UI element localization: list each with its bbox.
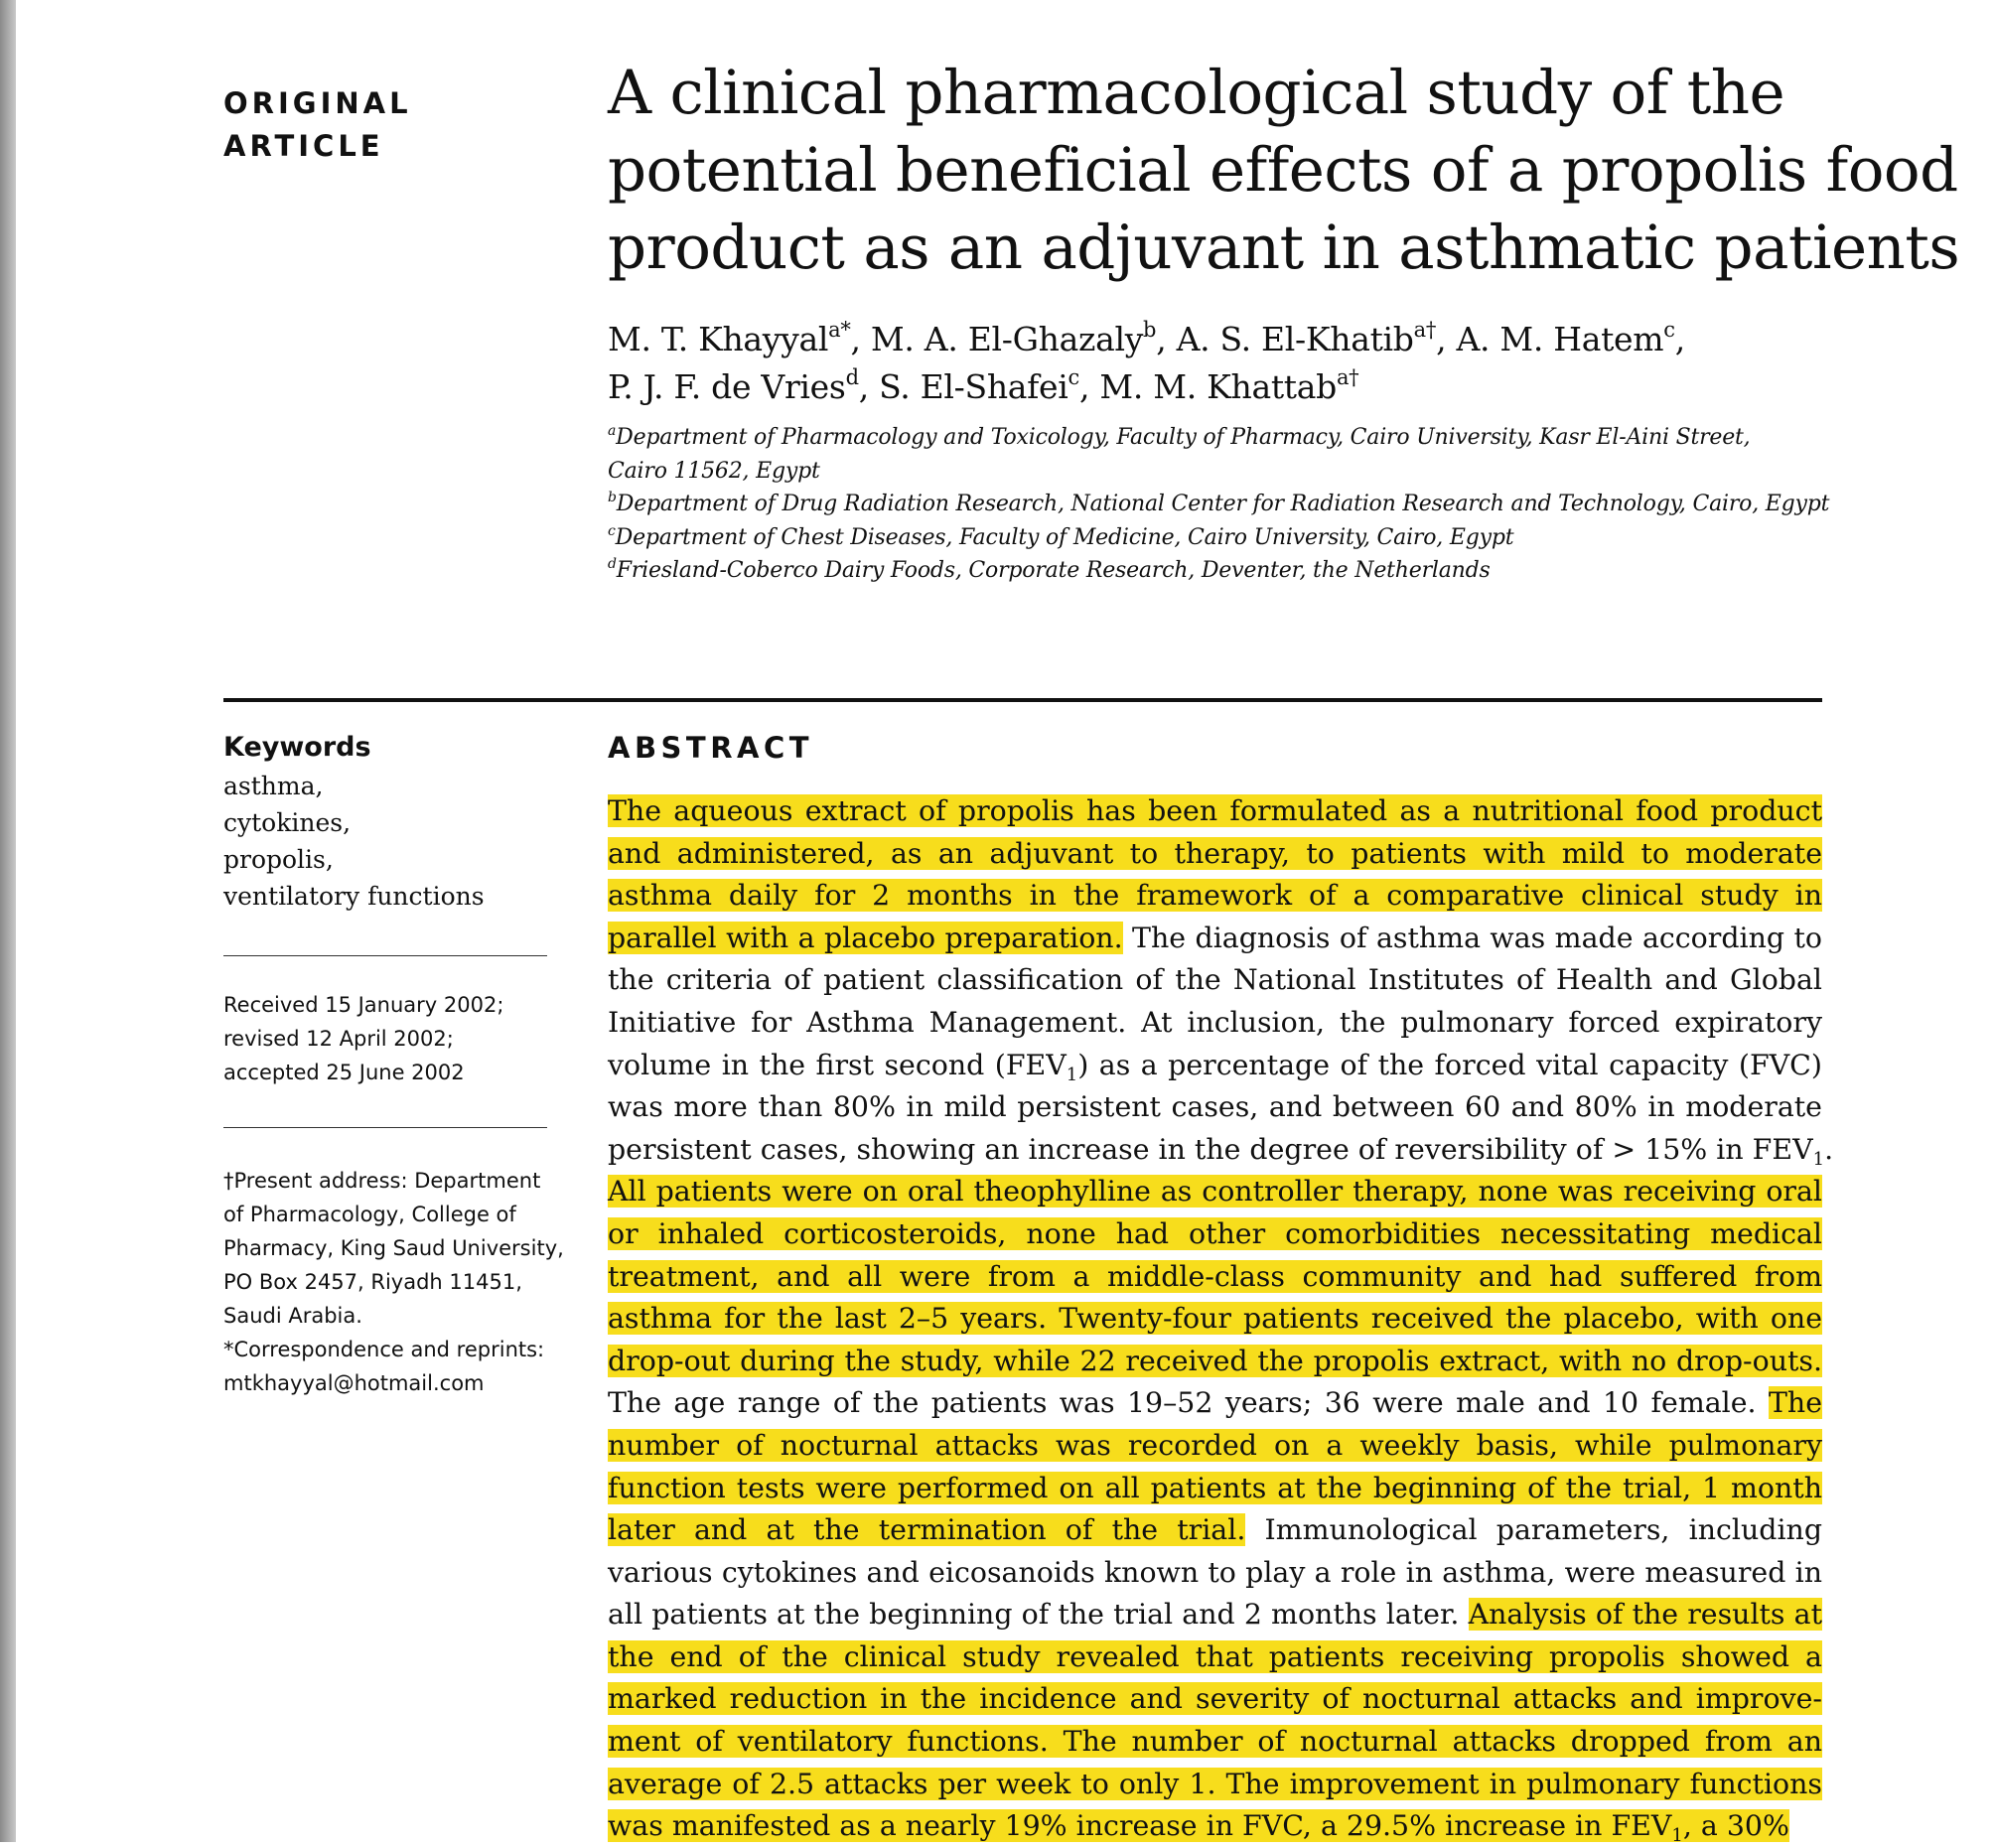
abstract-line [608,918,1822,960]
abstract-line [608,1678,1822,1721]
affiliation-list [608,421,1899,588]
abstract-line [608,790,1822,833]
author-name: M. T. Khayyal [608,320,829,358]
abstract-line [608,1045,1822,1087]
highlighted-text: Analysis of the results at [1468,1598,1822,1632]
title-line: product as an adjuvant in asthmatic patients [608,213,1960,283]
abstract-text: ) as a percentage of the forced vital capacity (FVC) [1077,1048,1822,1081]
highlighted-text: marked reduction in the incidence and severity of nocturnal attacks and improve- [608,1682,1822,1716]
author-affiliation-mark: a† [1413,318,1437,342]
date-line: accepted 25 June 2002 [223,1061,465,1084]
highlighted-text: or inhaled corticosteroids, none had other comorbidities necessitating medical [608,1216,1822,1250]
abstract-body [608,790,1834,1848]
affiliation-d [608,554,1899,588]
abstract-line [608,1298,1822,1341]
abstract-text: Immunological parameters, including [1245,1513,1822,1547]
highlighted-text: the end of the clinical study revealed that patients receiving propolis showed a [608,1639,1822,1673]
highlighted-text [608,1809,1789,1847]
abstract-line [608,1636,1822,1679]
footnote-line: †Present address: Department [223,1169,541,1193]
abstract-line [608,1509,1822,1552]
author-footnotes [223,1164,564,1400]
affiliation-b [608,488,1899,521]
title-line: A clinical pharmacological study of the [608,58,1785,128]
author-name: A. S. El-Khatib [1176,320,1414,358]
left-gutter [0,0,16,1842]
affiliation-c [608,521,1899,555]
article-type-line: ARTICLE [223,129,384,163]
abstract-line: Initiative for Asthma Management. At inclusion, the pulmonary forced expiratory [608,1005,1822,1039]
abstract-text: The age range of the patients was 19–52 years; 36 were male and 10 female. [608,1386,1769,1420]
abstract-line [608,1764,1822,1806]
date-line: Received 15 January 2002; [223,993,504,1017]
abstract-line [608,1171,1822,1213]
keyword-item: propolis, [223,845,334,874]
author-affiliation-mark: b [1143,318,1157,342]
abstract-line: various cytokines and eicosanoids known to play a role in asthma, were measured in [608,1555,1822,1589]
abstract-text: persistent cases, showing an increase in the degree of reversibility of > 15% in FEV [608,1132,1813,1166]
abstract-heading: ABSTRACT [608,731,814,765]
abstract-line [608,1805,1822,1848]
affiliation-mark: d [608,556,617,572]
sidebar-divider [223,955,547,956]
keywords-list [223,768,551,915]
highlighted-text: The aqueous extract of propolis has been formulated as a nutritional food product [608,794,1822,827]
highlighted-text: The [1768,1386,1822,1420]
keywords-heading: Keywords [223,732,371,763]
article-type-line: ORIGINAL [223,86,412,120]
affiliation-text: Department of Drug Radiation Research, National Center for Radiation Research and Technology, Cairo, Egypt [616,492,1830,516]
footnote-line: *Correspondence and reprints: [223,1338,545,1361]
affiliation-a-cont: Cairo 11562, Egypt [608,458,820,484]
abstract-line [608,1425,1822,1468]
sidebar-divider [223,1127,547,1128]
subscript: 1 [1066,1064,1078,1085]
abstract-text: all patients at the beginning of the trial and 2 months later. [608,1598,1469,1632]
author-name: M. A. El-Ghazaly [870,320,1144,358]
highlighted-text: ment of ventilatory functions. The number of nocturnal attacks dropped from an [608,1725,1822,1759]
subscript: 1 [1812,1148,1825,1170]
affiliation-text: Department of Pharmacology and Toxicology, Faculty of Pharmacy, Cairo University, Kasr El-Aini Street, [616,425,1751,450]
author-line: M. T. Khayyal$^{a*}$, M. A. El-Ghazaly$^b$, A. S. El-Khatib$^{a\dagger}$, A. M. Hatem$^c$, [608,318,1685,358]
author-affiliation-mark: d [845,365,859,389]
abstract-line [608,1382,1822,1425]
header-divider [223,698,1822,702]
highlighted-text: drop-out during the study, while 22 received the propolis extract, with no drop-outs. [608,1344,1822,1377]
affiliation-text: Department of Chest Diseases, Faculty of Medicine, Cairo University, Cairo, Egypt [615,524,1514,550]
keyword-item: asthma, [223,772,324,800]
article-dates [223,988,503,1089]
highlighted-text: later and at the termination of the trial. [608,1513,1246,1547]
affiliation-mark: a [608,423,617,439]
author-name: M. M. Khattab [1099,367,1337,406]
abstract-line [608,1468,1822,1510]
article-title [608,55,1960,287]
author-affiliation-mark: c [1663,318,1675,342]
abstract-text: volume in the first second (FEV [608,1048,1067,1081]
abstract-line [608,1129,1834,1172]
affiliation-a [608,421,1899,455]
abstract-line [608,1594,1822,1636]
affiliation-text: Friesland-Coberco Dairy Foods, Corporate Research, Deventer, the Netherlands [616,558,1491,583]
keyword-item: cytokines, [223,808,352,837]
date-line: revised 12 April 2002; [223,1027,454,1051]
article-type-label [223,82,412,168]
highlighted-text: asthma daily for 2 months in the framework of a comparative clinical study in [608,879,1822,913]
abstract-text: The diagnosis of asthma was made according to [1122,921,1822,954]
subscript: 1 [1671,1825,1683,1847]
footnote-line: PO Box 2457, Riyadh 11451, [223,1270,522,1294]
footnote-line: of Pharmacology, College of [223,1203,516,1226]
affiliation-mark: b [608,490,617,505]
author-name: P. J. F. de Vries [608,367,846,406]
keyword-item: ventilatory functions [223,882,485,911]
footnote-line: Saudi Arabia. [223,1304,362,1328]
author-affiliation-mark: c [1068,365,1080,389]
abstract-text: , a 30% [1682,1809,1789,1843]
highlighted-text: average of 2.5 attacks per week to only 1. The improvement in pulmonary functions [608,1767,1822,1800]
abstract-line [608,1256,1822,1299]
title-line: potential beneficial effects of a propolis food [608,135,1958,206]
author-name: S. El-Shafei [879,367,1068,406]
abstract-line: the criteria of patient classification of the National Institutes of Health and Global [608,963,1822,997]
highlighted-text: asthma for the last 2–5 years. Twenty-four patients received the placebo, with one [608,1302,1822,1336]
abstract-line [608,875,1822,918]
highlighted-text: treatment, and all were from a middle-class community and had suffered from [608,1259,1822,1293]
abstract-text: . [1824,1132,1834,1166]
highlighted-text: and administered, as an adjuvant to therapy, to patients with mild to moderate [608,836,1822,870]
correspondence-email[interactable]: mtkhayyal@hotmail.com [223,1371,485,1395]
footnote-line: Pharmacy, King Saud University, [223,1236,564,1260]
keywords-sidebar [223,728,551,915]
highlighted-text: function tests were performed on all patients at the beginning of the trial, 1 month [608,1471,1822,1504]
abstract-line [608,833,1822,876]
author-list [608,316,1899,411]
abstract-text: was manifested as a nearly 19% increase in FVC, a 29.5% increase in FEV [608,1809,1672,1843]
abstract-line [608,1341,1822,1383]
author-name: A. M. Hatem [1456,320,1664,358]
affiliation-mark: c [608,522,616,539]
abstract-line [608,1213,1822,1256]
abstract-line: was more than 80% in mild persistent cases, and between 60 and 80% in moderate [608,1090,1822,1124]
abstract-line [608,1721,1822,1764]
highlighted-text: parallel with a placebo preparation. [608,921,1123,954]
highlighted-text: number of nocturnal attacks was recorded on a weekly basis, while pulmonary [608,1428,1822,1462]
highlighted-text: All patients were on oral theophylline as controller therapy, none was receiving oral [608,1175,1822,1208]
author-affiliation-mark: a* [828,318,851,342]
author-line: P. J. F. de Vries$^d$, S. El-Shafei$^c$, M. M. Khattab$^{a\dagger}$ [608,365,1359,406]
author-affiliation-mark: a† [1336,365,1359,389]
